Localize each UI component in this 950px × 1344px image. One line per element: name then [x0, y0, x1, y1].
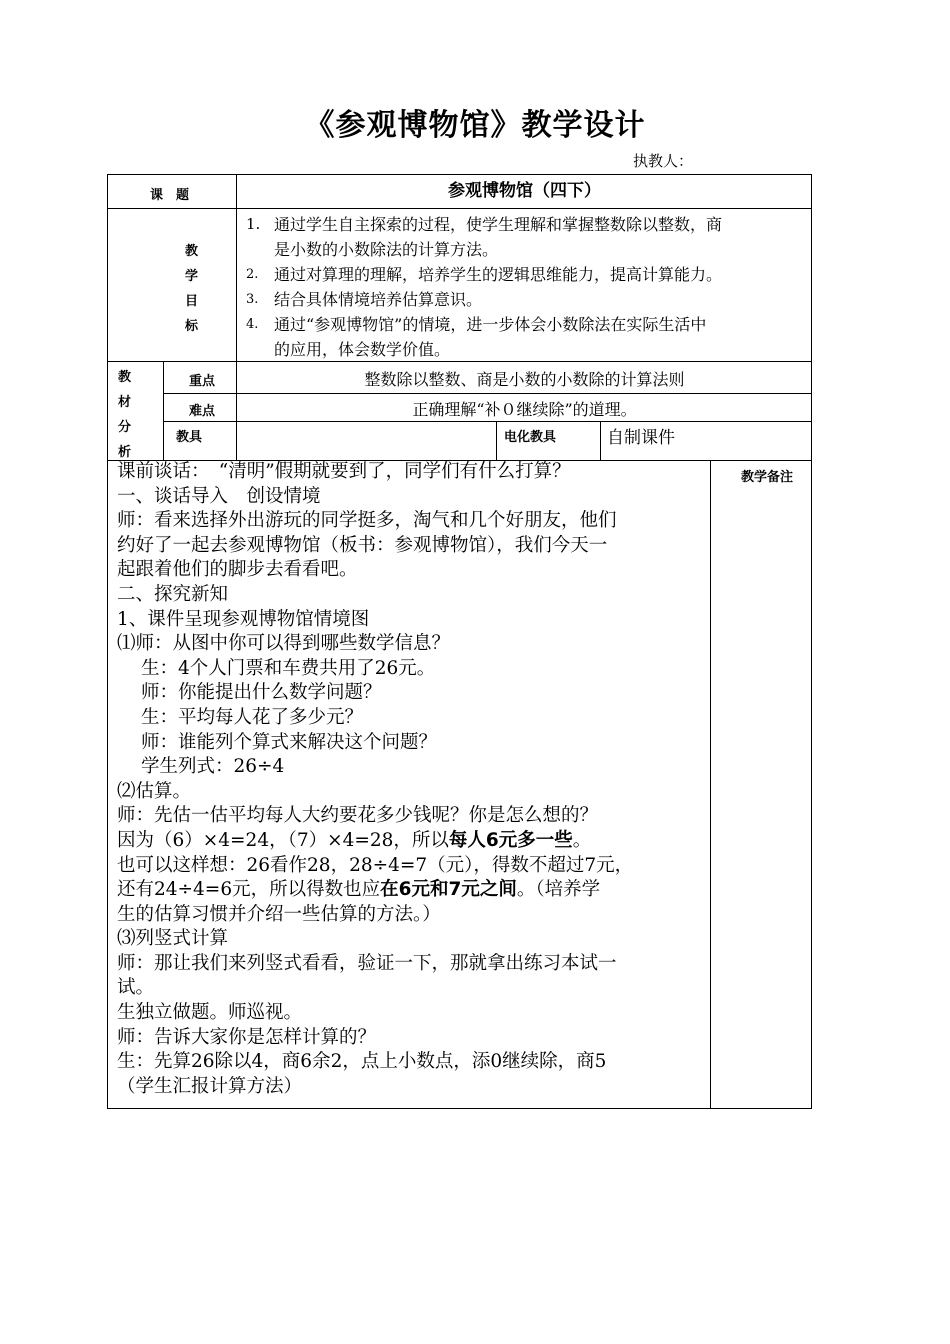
goal-line: 通过“参观博物馆”的情境，进一步体会小数除法在实际生活中	[274, 315, 707, 334]
row-divider-key	[163, 393, 812, 394]
goal-line: 是小数的小数除法的计算方法。	[274, 240, 499, 259]
body-line: 师：先估一估平均每人大约要花多少钱呢？你是怎么想的？	[117, 805, 599, 827]
section-heading: 二、探究新知	[117, 583, 229, 605]
body-line: 生的估算习惯并介绍一些估算的方法。）	[117, 903, 441, 925]
key-label: 重点	[189, 374, 216, 389]
key-value: 整数除以整数、商是小数的小数除的计算法则	[364, 370, 685, 389]
e-tools-value: 自制课件	[607, 428, 675, 448]
row-divider-difficulty	[163, 421, 812, 422]
topic-value: 参观博物馆（四下）	[448, 181, 601, 201]
analysis-label-2: 材	[118, 395, 132, 410]
body-line: 1、课件呈现参观博物馆情境图	[117, 608, 370, 630]
body-line: 生：平均每人花了多少元？	[141, 706, 364, 728]
goal-item	[246, 287, 806, 312]
body-line: 生：先算26除以4，商6余2，点上小数点，添0继续除，商5	[117, 1051, 607, 1073]
topic-label: 课 题	[150, 188, 190, 203]
body-line: 试。	[117, 977, 155, 999]
goals-list	[246, 212, 806, 362]
emphasis-text: 在6元和7元之间	[380, 879, 517, 901]
analysis-label-3: 分	[118, 420, 132, 435]
col-divider-notes	[710, 460, 711, 1109]
body-line: 课前谈话： “清明”假期就要到了，同学们有什么打算？	[117, 461, 571, 482]
document-title: 《参观博物馆》教学设计	[304, 108, 646, 143]
goal-label-2: 学	[185, 269, 199, 284]
difficulty-label: 难点	[189, 404, 216, 419]
tools-label: 教具	[176, 430, 203, 445]
body-line: ⑵估算。	[117, 780, 192, 802]
goal-label-1: 教	[185, 244, 199, 259]
body-line: 也可以这样想：26看作28，28÷4=7（元），得数不超过7元，	[117, 854, 634, 876]
col-divider-etools	[600, 421, 601, 461]
body-line: 生独立做题。师巡视。	[117, 1002, 303, 1024]
goal-line: 结合具体情境培养估算意识。	[274, 290, 483, 309]
goal-item	[246, 312, 806, 362]
goal-number: 3.	[246, 292, 259, 307]
col-divider-analysis	[163, 361, 164, 461]
body-text: 因为（6）×4=24，（7）×4=28，所以	[117, 829, 449, 851]
goal-line: 通过对算理的理解，培养学生的逻辑思维能力，提高计算能力。	[274, 265, 723, 284]
emphasis-text: 每人6元多一些	[448, 829, 573, 851]
body-line: 起跟着他们的脚步去看看吧。	[117, 559, 358, 581]
body-line: 学生列式：26÷4	[141, 756, 285, 778]
body-line: （学生汇报计算方法）	[117, 1075, 303, 1097]
goal-number: 1.	[246, 215, 261, 233]
goal-item	[246, 262, 806, 287]
body-text: 还有24÷4=6元，所以得数也应	[117, 879, 381, 901]
body-line: 生：4个人门票和车费共用了26元。	[141, 657, 436, 679]
body-line: 约好了一起去参观博物馆（板书：参观博物馆），我们今天一	[117, 534, 608, 556]
body-line: 师：那让我们来列竖式看看，验证一下，那就拿出练习本试一	[117, 952, 617, 974]
goal-label-3: 目	[185, 294, 199, 309]
body-text: 。（培养学	[516, 879, 601, 901]
analysis-label-4: 析	[118, 445, 132, 460]
goal-item	[246, 212, 806, 262]
body-line	[117, 829, 707, 854]
body-line: 师：你能提出什么数学问题？	[141, 682, 382, 704]
analysis-label-1: 教	[118, 370, 132, 385]
goal-number: 4.	[246, 317, 259, 332]
notes-label: 教学备注	[741, 470, 794, 485]
body-line: 师：告诉大家你是怎样计算的？	[117, 1026, 377, 1048]
goal-line: 通过学生自主探索的过程，使学生理解和掌握整数除以整数，商	[274, 215, 723, 234]
body-line: ⑶列竖式计算	[117, 928, 229, 950]
section-heading: 一、谈话导入 创设情境	[117, 485, 321, 507]
lesson-body	[117, 460, 707, 1099]
body-line: 师：看来选择外出游玩的同学挺多，淘气和几个好朋友，他们	[117, 510, 617, 532]
goal-line: 的应用，体会数学价值。	[274, 340, 451, 359]
body-line: ⑴师：从图中你可以得到哪些数学信息？	[117, 633, 451, 655]
difficulty-value: 正确理解“补０继续除”的道理。	[412, 400, 637, 419]
col-divider-tools	[496, 421, 497, 461]
row-divider-topic	[107, 208, 812, 209]
goal-label-4: 标	[185, 319, 199, 334]
body-line: 师：谁能列个算式来解决这个问题？	[141, 731, 438, 753]
teacher-label: 执教人：	[633, 152, 694, 170]
goal-number: 2.	[246, 267, 259, 282]
e-tools-label: 电化教具	[504, 430, 557, 445]
body-text: 。	[572, 829, 592, 851]
body-line	[117, 878, 707, 903]
